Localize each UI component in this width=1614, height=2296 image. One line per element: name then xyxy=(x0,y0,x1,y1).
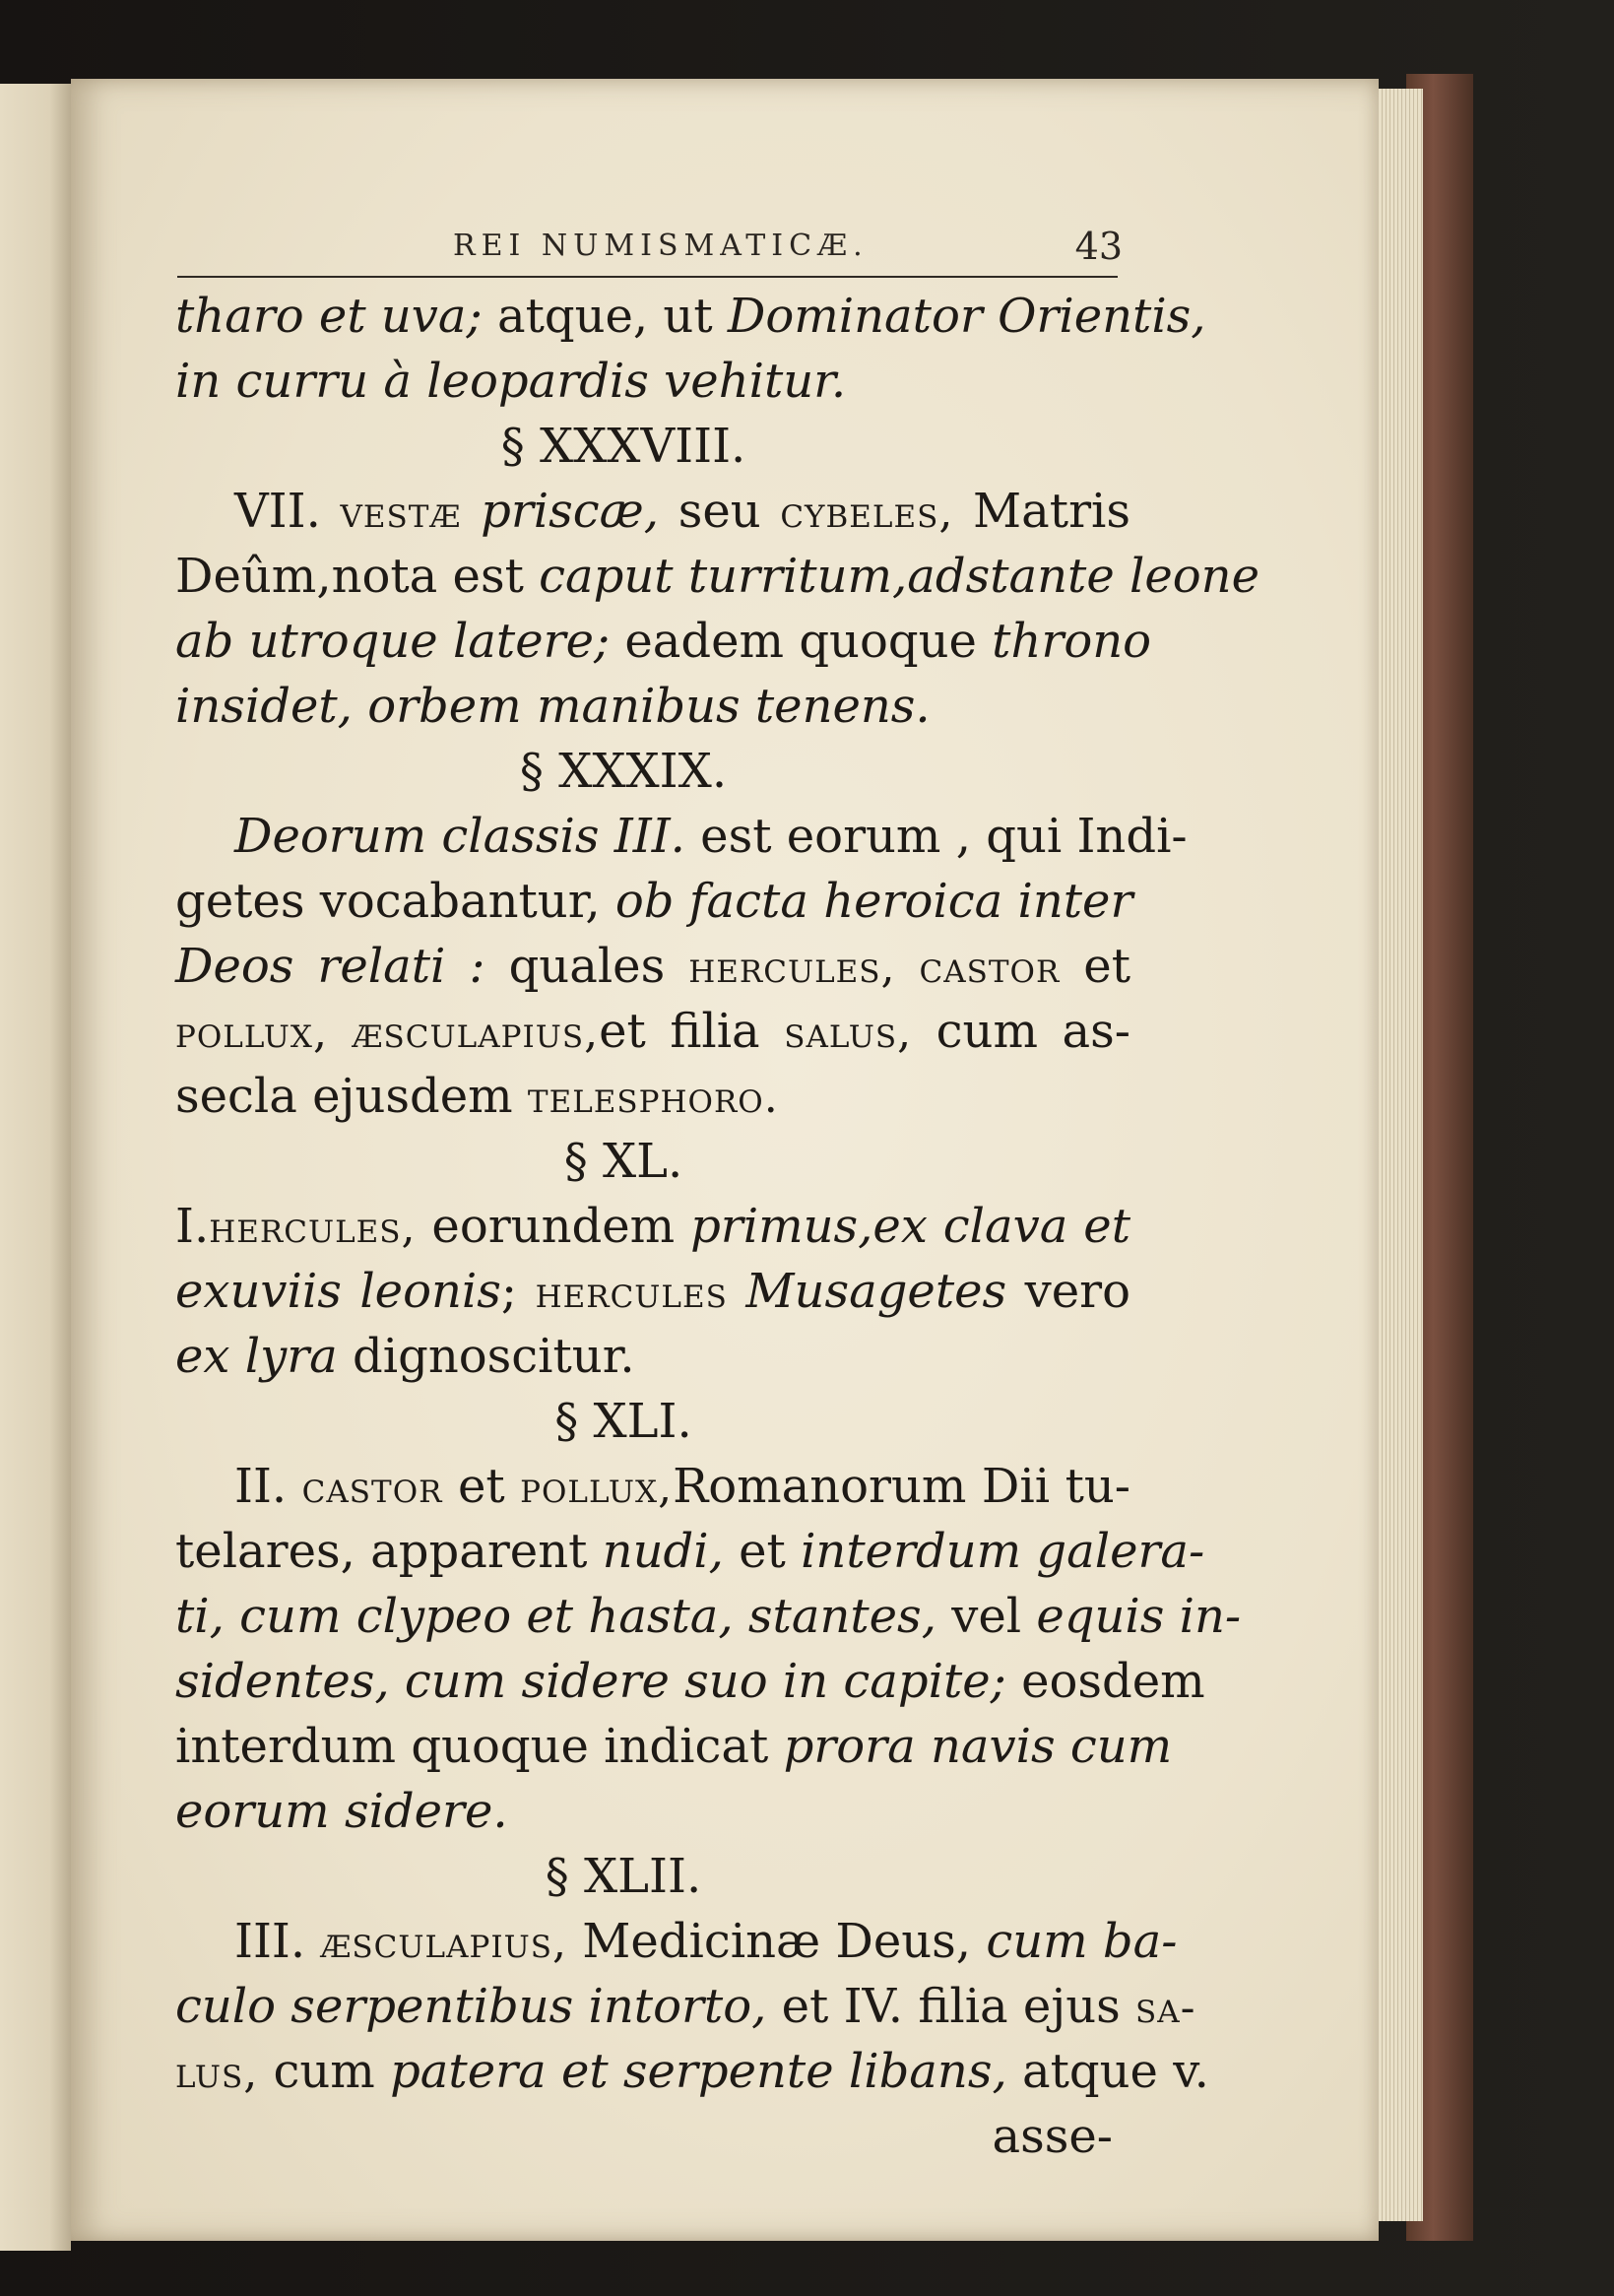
text-segment: throno xyxy=(992,614,1152,669)
text-segment: § XLII. xyxy=(545,1849,702,1904)
text-line xyxy=(175,1519,1205,1584)
text-segment: hercules, xyxy=(688,943,896,993)
text-segment: quales xyxy=(484,939,689,994)
text-line xyxy=(175,1259,1130,1324)
page-edges xyxy=(1379,89,1423,2221)
text-segment: cum xyxy=(258,2044,391,2099)
text-line xyxy=(175,349,1130,414)
text-segment: Matris xyxy=(953,484,1130,539)
text-segment: interdum galera- xyxy=(801,1524,1205,1579)
text-segment: æsculapius, xyxy=(352,1008,600,1058)
text-segment: § XXXIX. xyxy=(519,744,728,799)
text-segment: atque v. xyxy=(1006,2044,1209,2099)
text-segment: ab utroque latere; xyxy=(175,614,611,669)
text-segment: priscæ, xyxy=(461,484,660,539)
text-segment: II. xyxy=(234,1459,302,1514)
running-title: REI NUMISMATICÆ. xyxy=(453,229,869,263)
text-line xyxy=(175,1909,1178,1974)
text-segment: et IV. filia ejus xyxy=(766,1979,1136,2034)
text-line xyxy=(175,1454,1130,1519)
text-line xyxy=(175,1584,1242,1649)
page-number: 43 xyxy=(1074,225,1123,268)
text-segment xyxy=(728,1264,746,1319)
section-heading xyxy=(175,1129,1130,1194)
text-segment: in curru à leopardis vehitur. xyxy=(175,354,847,409)
text-segment: interdum quoque indicat xyxy=(175,1719,784,1774)
text-segment: et xyxy=(1060,939,1130,994)
text-segment: eorum sidere. xyxy=(175,1784,508,1839)
text-segment: castor xyxy=(301,1463,443,1513)
text-segment: cybeles, xyxy=(780,488,954,538)
text-segment: § XLI. xyxy=(554,1394,692,1449)
text-line xyxy=(175,674,1130,739)
text-segment: patera et serpente libans, xyxy=(390,2044,1007,2099)
facing-page-edge xyxy=(0,84,71,2251)
text-segment: III. xyxy=(234,1914,321,1969)
text-segment: § XXXVIII. xyxy=(500,419,746,474)
text-line xyxy=(175,934,1130,999)
text-segment: caput turritum,adstante leone xyxy=(539,549,1259,604)
text-segment: ex lyra xyxy=(175,1329,338,1384)
text-segment: ti, cum clypeo et hasta, stantes, xyxy=(175,1589,936,1644)
text-line xyxy=(175,999,1130,1064)
text-segment: vel xyxy=(936,1589,1037,1644)
text-segment: Medicinæ Deus, xyxy=(566,1914,987,1969)
text-line xyxy=(175,1779,1130,1844)
text-segment: secla ejusdem xyxy=(175,1069,528,1124)
text-segment: et xyxy=(723,1524,802,1579)
body-text xyxy=(175,284,1259,2169)
text-segment: equis in- xyxy=(1036,1589,1242,1644)
text-line xyxy=(175,1194,1130,1259)
text-segment: telares, apparent xyxy=(175,1524,603,1579)
section-heading xyxy=(175,414,1130,479)
text-segment: vestæ xyxy=(340,488,462,538)
text-segment: est eorum , qui Indi- xyxy=(684,809,1188,864)
text-segment: vero xyxy=(1006,1264,1131,1319)
text-line xyxy=(175,2104,1130,2169)
text-segment: hercules, xyxy=(209,1203,417,1253)
text-segment xyxy=(328,1004,353,1059)
text-segment: pollux, xyxy=(520,1463,674,1513)
text-segment: dignoscitur. xyxy=(337,1329,635,1384)
section-heading xyxy=(175,739,1130,804)
text-segment: tharo et uva; xyxy=(175,289,483,344)
text-segment: eadem quoque xyxy=(610,614,993,669)
text-line xyxy=(175,479,1130,544)
text-line xyxy=(175,804,1188,869)
text-line xyxy=(175,1714,1173,1779)
text-segment: I. xyxy=(175,1199,210,1254)
text-segment: hercules xyxy=(535,1268,728,1318)
text-line xyxy=(175,609,1152,674)
text-segment: castor xyxy=(919,943,1061,993)
text-segment: eorundem xyxy=(416,1199,691,1254)
text-segment: § XL. xyxy=(563,1134,683,1189)
text-line xyxy=(175,2039,1209,2104)
text-segment: salus, xyxy=(784,1008,913,1058)
text-segment: prora navis cum xyxy=(783,1719,1173,1774)
text-line xyxy=(175,1649,1205,1714)
header-rule xyxy=(177,276,1118,278)
text-line xyxy=(175,869,1133,934)
text-segment: et xyxy=(442,1459,521,1514)
text-line xyxy=(175,284,1206,349)
text-segment: primus,ex clava et xyxy=(690,1199,1130,1254)
text-segment xyxy=(896,939,920,994)
text-segment: insidet, orbem manibus tenens. xyxy=(175,679,931,734)
text-segment: Deorum classis III. xyxy=(234,809,685,864)
text-segment: lus, xyxy=(175,2048,259,2098)
text-segment: seu xyxy=(659,484,781,539)
text-line xyxy=(175,1064,1130,1129)
text-segment: culo serpentibus intorto, xyxy=(175,1979,767,2034)
text-line xyxy=(175,1324,1130,1389)
text-segment: sa- xyxy=(1135,1983,1196,2033)
text-segment: Dominator Orientis, xyxy=(727,289,1206,344)
text-segment: getes vocabantur, xyxy=(175,874,615,929)
text-segment: Musagetes xyxy=(745,1264,1007,1319)
section-heading xyxy=(175,1389,1130,1454)
text-segment: Deos relati : xyxy=(175,939,485,994)
text-segment: exuviis leonis xyxy=(175,1264,501,1319)
text-line xyxy=(175,544,1259,609)
text-segment: asse- xyxy=(992,2109,1113,2164)
text-segment: pollux, xyxy=(175,1008,328,1058)
text-segment: nudi, xyxy=(602,1524,724,1579)
text-segment: cum ba- xyxy=(986,1914,1178,1969)
text-line xyxy=(175,1974,1196,2039)
text-segment: eosdem xyxy=(1005,1654,1205,1709)
text-segment: et filia xyxy=(599,1004,785,1059)
text-segment: cum as- xyxy=(912,1004,1131,1059)
text-segment: ob facta heroica inter xyxy=(614,874,1133,929)
section-heading xyxy=(175,1844,1130,1909)
text-segment: atque, ut xyxy=(482,289,728,344)
text-segment: Romanorum Dii tu- xyxy=(673,1459,1131,1514)
text-segment: Deûm,nota est xyxy=(175,549,540,604)
text-segment: ; xyxy=(500,1264,536,1319)
text-segment: æsculapius, xyxy=(320,1918,567,1968)
text-segment: VII. xyxy=(234,484,341,539)
text-segment: sidentes, cum sidere suo in capite; xyxy=(175,1654,1006,1709)
text-segment: telesphoro. xyxy=(527,1073,779,1123)
